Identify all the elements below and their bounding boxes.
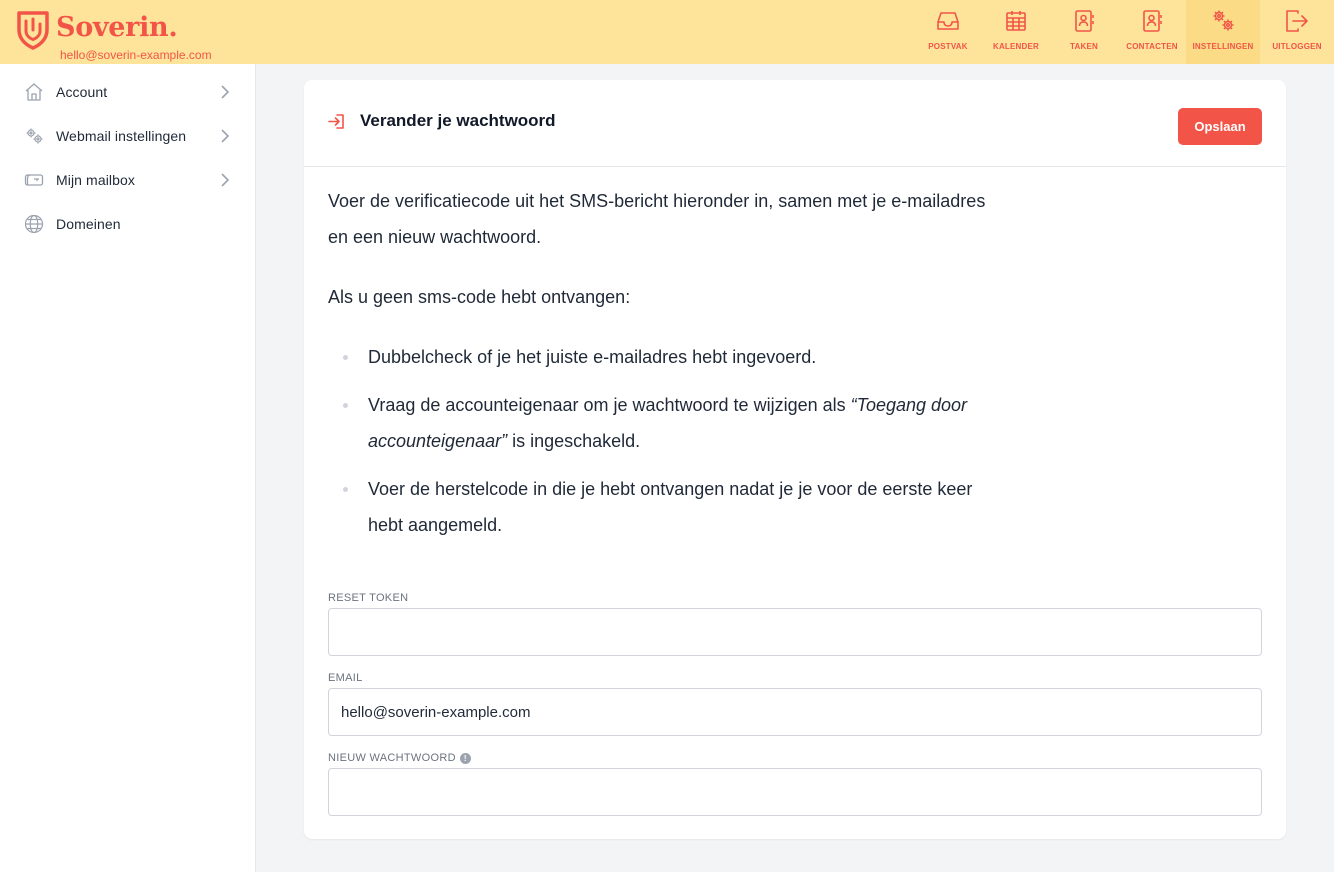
list-item-text: is ingeschakeld. (507, 431, 641, 451)
email-field (328, 670, 1262, 736)
nav-label: KALENDER (992, 42, 1040, 51)
email-label: EMAIL (328, 672, 363, 684)
instructions-list (328, 339, 998, 543)
list-item (328, 471, 998, 543)
sidebar-item-mijn-mailbox[interactable] (0, 158, 255, 202)
change-password-card (304, 80, 1286, 839)
settings-gears-icon (1210, 8, 1236, 34)
home-icon (24, 82, 44, 102)
card-header (304, 80, 1286, 167)
list-item (328, 387, 998, 459)
nav-uitloggen[interactable] (1260, 0, 1334, 64)
no-sms-text: Als u geen sms-code hebt ontvangen: (328, 287, 631, 307)
shield-logo-icon (16, 10, 50, 50)
nav-kalender[interactable] (982, 0, 1050, 64)
nav-label: INSTELLINGEN (1192, 42, 1254, 51)
chevron-right-icon (219, 85, 231, 99)
new-password-label: NIEUW WACHTWOORD (328, 752, 456, 764)
user-email: hello@soverin-example.com (60, 48, 212, 62)
sidebar-item-account[interactable] (0, 70, 255, 114)
tasks-icon (1071, 8, 1097, 34)
brand-name: Soverin. (56, 12, 178, 43)
sidebar (0, 64, 256, 872)
sidebar-item-webmail-instellingen[interactable] (0, 114, 255, 158)
mailbox-icon (24, 170, 44, 190)
sidebar-item-label: Account (56, 84, 108, 100)
nav-postvak[interactable] (914, 0, 982, 64)
sidebar-item-label: Mijn mailbox (56, 172, 135, 188)
reset-token-field (328, 590, 1262, 656)
nav-instellingen[interactable] (1186, 0, 1260, 64)
email-input[interactable] (328, 688, 1262, 736)
list-item-text: Dubbelcheck of je het juiste e-mailadres hebt ingevoerd. (368, 347, 817, 367)
info-icon[interactable]: ! (460, 753, 471, 764)
new-password-label-row (328, 750, 1262, 766)
main-nav (914, 0, 1334, 64)
chevron-right-icon (219, 173, 231, 187)
list-item-emphasis: “Toegang door accounteigenaar” (368, 395, 968, 451)
nav-label: POSTVAK (928, 42, 968, 51)
calendar-icon (1003, 8, 1029, 34)
new-password-field (328, 750, 1262, 816)
list-item (328, 339, 998, 375)
nav-label: TAKEN (1070, 42, 1098, 51)
globe-icon (24, 214, 44, 234)
sidebar-item-label: Webmail instellingen (56, 128, 187, 144)
nav-contacten[interactable] (1118, 0, 1186, 64)
save-button[interactable]: Opslaan (1178, 108, 1262, 145)
sidebar-item-label: Domeinen (56, 216, 121, 232)
sidebar-item-domeinen[interactable] (0, 202, 255, 246)
page-title: Verander je wachtwoord (360, 111, 556, 130)
logout-icon (1284, 8, 1310, 34)
nav-label: CONTACTEN (1126, 42, 1178, 51)
instructions (328, 183, 998, 555)
login-icon (328, 113, 345, 130)
nav-taken[interactable] (1050, 0, 1118, 64)
intro-text: Voer de verificatiecode uit het SMS-bericht hieronder in, samen met je e-mailadres en een nieuw wachtwoord. (328, 191, 986, 247)
list-item-text: Voer de herstelcode in die je hebt ontvangen nadat je je voor de eerste keer hebt aangemeld. (368, 479, 973, 535)
reset-token-label: RESET TOKEN (328, 592, 409, 604)
chevron-right-icon (219, 129, 231, 143)
contacts-icon (1139, 8, 1165, 34)
nav-label: UITLOGGEN (1272, 42, 1322, 51)
gears-icon (24, 126, 44, 146)
reset-token-input[interactable] (328, 608, 1262, 656)
inbox-tray-icon (935, 8, 961, 34)
top-bar (0, 0, 1334, 64)
list-item-text: Vraag de accounteigenaar om je wachtwoord te wijzigen als (368, 395, 851, 415)
new-password-input[interactable] (328, 768, 1262, 816)
